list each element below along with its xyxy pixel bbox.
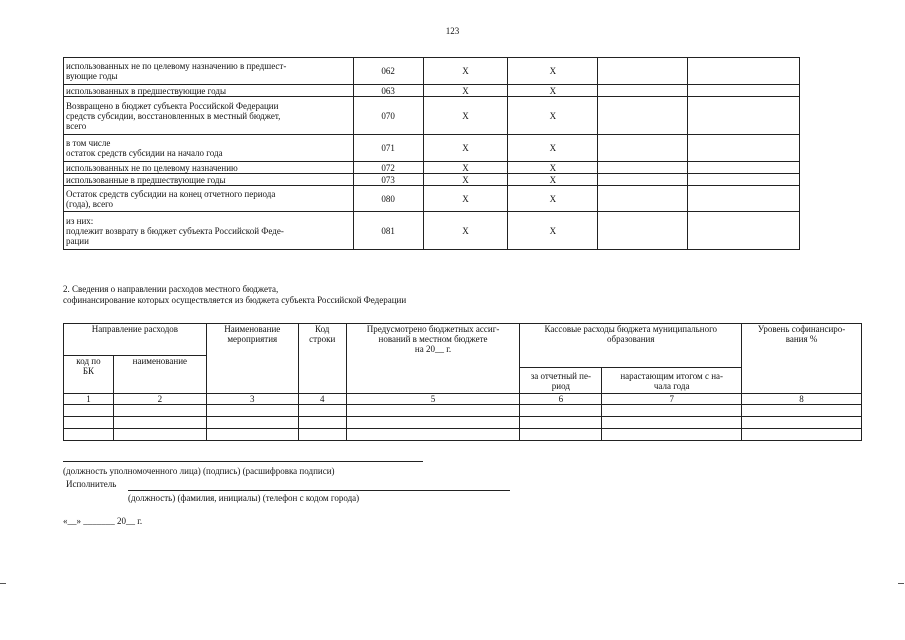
cell-x: X — [423, 212, 508, 250]
cell-x: X — [508, 212, 598, 250]
table-row — [64, 417, 862, 429]
empty-cell — [598, 174, 688, 186]
row-code: 071 — [353, 135, 423, 162]
table-row — [64, 97, 800, 135]
row-label: из них: подлежит возврату в бюджет субъекта Российской Феде- рации — [64, 212, 354, 250]
section-2-subtitle: софинансирование которых осуществляется из бюджета субъекта Российской Федерации — [63, 295, 407, 305]
cell-x: X — [508, 186, 598, 212]
table-row — [64, 212, 800, 250]
page-number: 123 — [445, 26, 460, 36]
column-number: 2 — [113, 394, 206, 405]
cell-x: X — [423, 135, 508, 162]
header-cumulative-total: нарастающим итогом с на- чала года — [602, 368, 742, 394]
column-number: 1 — [64, 394, 114, 405]
column-number: 3 — [206, 394, 298, 405]
subsidy-balance-table — [63, 57, 800, 250]
row-code: 073 — [353, 174, 423, 186]
empty-cell — [598, 212, 688, 250]
executor-label: Исполнитель — [66, 479, 117, 489]
empty-cell — [598, 97, 688, 135]
empty-cell — [688, 174, 800, 186]
cell-x: X — [508, 85, 598, 97]
row-code: 081 — [353, 212, 423, 250]
header-reporting-period: за отчетный пе- риод — [520, 368, 602, 394]
cell-x: X — [508, 135, 598, 162]
table-row — [64, 85, 800, 97]
section-2-title: 2. Сведения о направлении расходов местного бюджета, — [63, 284, 279, 294]
empty-cell — [688, 162, 800, 174]
row-label: Остаток средств субсидии на конец отчетного периода (года), всего — [64, 186, 354, 212]
edge-mark-right — [898, 583, 904, 584]
header-event-name: Наименование мероприятия — [206, 324, 298, 394]
cell-x: X — [508, 174, 598, 186]
column-number-row — [64, 394, 862, 405]
row-label: использованных в предшествующие годы — [64, 85, 354, 97]
table-row — [64, 405, 862, 417]
table-row — [64, 429, 862, 441]
row-label: в том числе остаток средств субсидии на начало года — [64, 135, 354, 162]
cell-x: X — [423, 97, 508, 135]
edge-mark-left — [0, 583, 6, 584]
header-planned-allocations: Предусмотрено бюджетных ассиг- нований в местном бюджете на 20__ г. — [346, 324, 520, 394]
signature-caption: (должность уполномоченного лица) (подпись) (расшифровка подписи) — [63, 466, 335, 476]
column-number: 7 — [602, 394, 742, 405]
empty-cell — [688, 135, 800, 162]
empty-cell — [598, 162, 688, 174]
empty-cell — [598, 186, 688, 212]
empty-cell — [688, 212, 800, 250]
header-expense-direction: Направление расходов — [64, 324, 207, 356]
header-name: наименование — [113, 356, 206, 394]
empty-cell — [688, 97, 800, 135]
column-number: 5 — [346, 394, 520, 405]
row-code: 072 — [353, 162, 423, 174]
cell-x: X — [508, 58, 598, 85]
cell-x: X — [423, 85, 508, 97]
row-label: использованных не по целевому назначению — [64, 162, 354, 174]
header-row-code: Код строки — [298, 324, 346, 394]
header-cash-expenses: Кассовые расходы бюджета муниципального образования — [520, 324, 742, 368]
executor-line — [128, 490, 510, 491]
table-row — [64, 174, 800, 186]
cell-x: X — [423, 174, 508, 186]
column-number: 6 — [520, 394, 602, 405]
cell-x: X — [423, 58, 508, 85]
cell-x: X — [508, 97, 598, 135]
cell-x: X — [423, 186, 508, 212]
empty-cell — [688, 85, 800, 97]
cell-x: X — [423, 162, 508, 174]
column-number: 4 — [298, 394, 346, 405]
empty-cell — [688, 186, 800, 212]
row-label: Возвращено в бюджет субъекта Российской Федерации средств субсидии, восстановленных в местный бюджет, всего — [64, 97, 354, 135]
table-row — [64, 186, 800, 212]
empty-cell — [598, 85, 688, 97]
expense-direction-table — [63, 323, 862, 441]
column-number: 8 — [742, 394, 862, 405]
row-code: 063 — [353, 85, 423, 97]
row-code: 080 — [353, 186, 423, 212]
table-row — [64, 58, 800, 85]
header-kbk-code: код по БК — [64, 356, 114, 394]
empty-cell — [598, 58, 688, 85]
empty-cell — [598, 135, 688, 162]
date-line: «__» _______ 20__ г. — [63, 516, 143, 526]
row-code: 062 — [353, 58, 423, 85]
row-label: использованные в предшествующие годы — [64, 174, 354, 186]
cell-x: X — [508, 162, 598, 174]
row-code: 070 — [353, 97, 423, 135]
signature-line — [63, 461, 423, 462]
header-cofinancing-level: Уровень софинансиро- вания % — [742, 324, 862, 394]
table-row — [64, 135, 800, 162]
row-label: использованных не по целевому назначению в предшест- вующие годы — [64, 58, 354, 85]
table-row — [64, 162, 800, 174]
empty-cell — [688, 58, 800, 85]
executor-caption: (должность) (фамилия, инициалы) (телефон с кодом города) — [128, 493, 360, 503]
